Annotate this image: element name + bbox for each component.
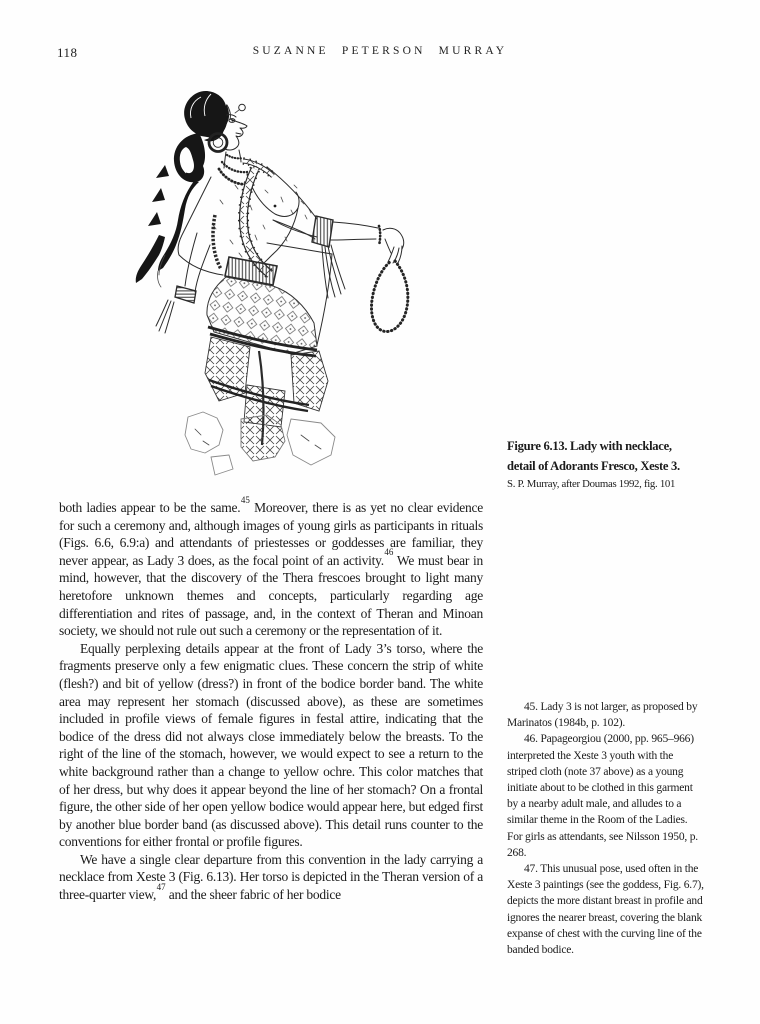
skirt (205, 243, 332, 445)
body-text: and the sheer fabric of her bodice (165, 887, 341, 903)
footnote-45 (507, 699, 705, 731)
body-text: both ladies appear to be the same. (59, 500, 241, 515)
footnote-ref-47: 47 (156, 881, 166, 892)
caption-line-2: detail of Adorants Fresco, Xeste 3. (507, 458, 680, 473)
body-text: Equally perplexing details appear at the front of Lady 3’s torso, where the fragments preserve only a few enigmatic clues. These concern the strip of white (flesh?) and bit of yellow (dress?) in front of the bodice border band. The white area may represent her stomach (discussed above), as these are sometimes included in profile views of female figures in festal attire, indicating that the bodice of the dress did not always close immediately below the breasts. To the right of the line of the stomach, however, we would expect to see a return to the white background rather than a change to yellow ochre. This color matches that of her dress, but why does it appear beyond the line of her stomach? On a frontal figure, the other side of her open yellow bodice would appear here, but edged first by another blue border band (as discussed above). This detail runs counter to the conventions for either frontal or profile figures. (59, 640, 483, 850)
breast-dot (274, 205, 277, 208)
fresco-line-drawing (95, 85, 415, 490)
footnote-number: 47. (524, 863, 538, 876)
body-text: We have a single clear departure from this convention in the lady carrying a necklace from Xeste 3 (Fig. 6.13). Her torso is depicted in the Theran version of a three-quarter view, (59, 851, 483, 903)
footnote-number: 46. (524, 733, 538, 746)
body-text: We must bear in mind, however, that the discovery of the Thera frescoes brought to light many heretofore unknown themes and concepts, particularly regarding age differentiation and rites of passage, and, in the context of Theran and Minoan society, we should not rule out such a ceremony or the representation of it. (59, 552, 483, 639)
footnote-46 (507, 731, 705, 861)
footnote-text: Lady 3 is not larger, as proposed by Marinatos (1984b, p. 102). (507, 701, 698, 730)
footnotes-column (507, 699, 705, 958)
extended-arm (267, 167, 404, 298)
footnote-number: 45. (524, 701, 538, 713)
elbow-cuff (312, 216, 333, 247)
body-text: Moreover, there is as yet no clear evidence for such a ceremony and, although images of young girls as participants in rituals (Figs. 6.6, 6.9:a) and attendants of priestesses or goddesses are familiar, they never appear, as Lady 3 does, as the focal point of an activity. (59, 500, 483, 568)
page-number: 118 (57, 45, 78, 60)
body-text-column (59, 494, 483, 904)
held-beaded-necklace (371, 261, 407, 332)
fresco-fragments (185, 412, 335, 475)
figure-illustration (95, 85, 415, 490)
wrist-tassel (156, 300, 174, 333)
wrist-cuff (175, 286, 196, 303)
hand (383, 228, 404, 263)
footnote-ref-45: 45 (240, 494, 250, 505)
paragraph-1 (59, 494, 483, 640)
footnote-text: Papageorgiou (2000, pp. 965–966) interpreted the Xeste 3 youth with the striped cloth (note 37 above) as a young initiate about to be clothed in this garment by a nearby adult male, and alludes to a similar theme in the Room of the Ladies. For girls as attendants, see Nilsson 1950, p. 268. (507, 733, 698, 859)
figure-caption (507, 437, 722, 490)
paragraph-2 (59, 640, 483, 851)
footnote-47 (507, 861, 705, 958)
caption-line-1: Figure 6.13. Lady with necklace, (507, 439, 672, 453)
paragraph-3 (59, 851, 483, 904)
sheer-fabric-marks (213, 185, 311, 257)
bracelet (379, 226, 380, 243)
caption-credit: S. P. Murray, after Doumas 1992, fig. 101 (507, 478, 676, 490)
bodice-border-band (243, 169, 270, 274)
running-head: SUZANNE PETERSON MURRAY (252, 45, 508, 57)
footnote-ref-46: 46 (384, 547, 394, 558)
footnote-text: This unusual pose, used often in the Xeste 3 paintings (see the goddess, Fig. 6.7), depicts the more distant breast in profile and ignores the nearer breast, covering the blank expanse of chest with the curving line of the banded bodice. (507, 863, 704, 957)
bent-arm (156, 233, 210, 333)
